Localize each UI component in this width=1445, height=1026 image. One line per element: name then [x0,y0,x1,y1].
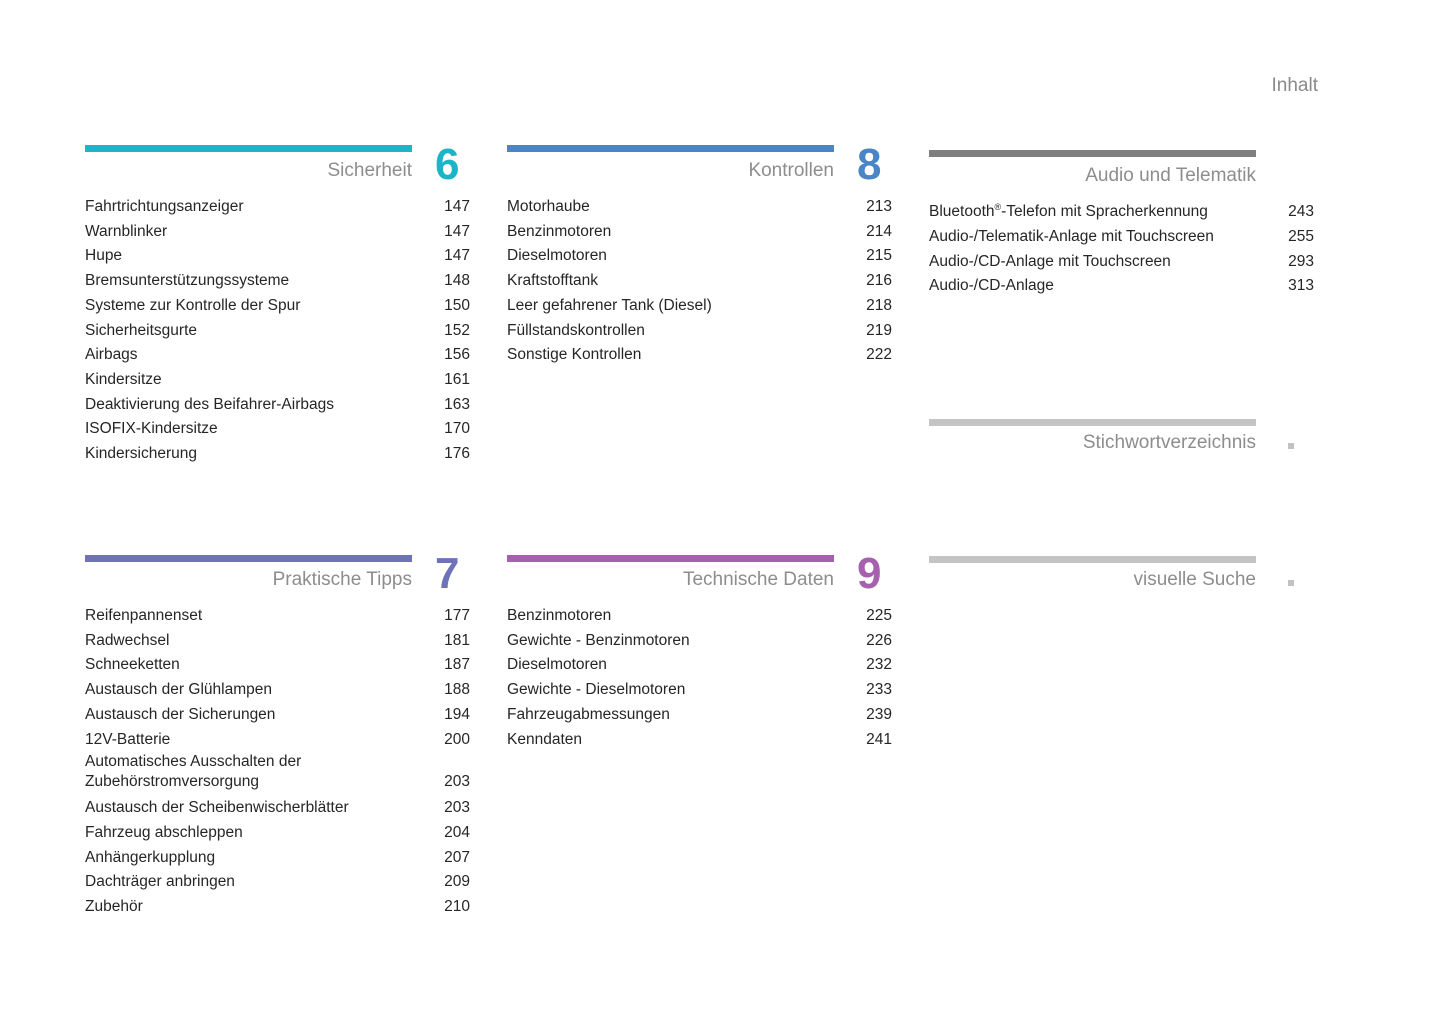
entry-title: Füllstandskontrollen [507,321,645,339]
entry-title: ISOFIX-Kindersitze [85,420,218,438]
entry-title: Bremsunterstützungssysteme [85,272,290,290]
entry-title: Sicherheitsgurte [85,321,198,339]
toc-entry[interactable] [85,728,470,753]
toc-entry[interactable] [507,703,892,728]
toc-entry[interactable] [507,653,892,678]
section-number[interactable]: 9 [857,549,882,598]
entry-page: 194 [444,705,470,723]
toc-entry[interactable] [85,629,470,654]
entry-page: 203 [444,772,470,790]
toc-entry[interactable] [85,442,470,467]
toc-entry[interactable] [85,796,470,821]
section-number[interactable]: 7 [435,549,460,598]
toc-entry[interactable] [507,244,892,269]
entry-title: Audio-/CD-Anlage mit Touchscreen [929,252,1171,270]
entry-list [85,604,470,920]
toc-entry[interactable] [507,269,892,294]
entry-title: Dachträger anbringen [85,873,235,891]
entry-title: Fahrtrichtungsanzeiger [85,198,244,215]
toc-entry[interactable] [85,393,470,418]
toc-entry[interactable] [85,604,470,629]
section-bar [85,555,412,562]
entry-page: 150 [444,296,470,314]
square-marker-icon [1288,580,1294,586]
toc-entry[interactable] [85,821,470,846]
toc-entry[interactable] [929,225,1314,250]
toc-entry[interactable] [85,269,470,294]
toc-entry[interactable] [85,846,470,871]
entry-page: 200 [444,730,470,748]
toc-entry[interactable] [507,728,892,753]
section-title[interactable]: Sicherheit [327,160,412,181]
toc-entry[interactable] [507,629,892,654]
entry-page: 226 [866,631,892,649]
entry-title: Benzinmotoren [507,607,612,624]
entry-title: Dieselmotoren [507,247,607,265]
toc-entry[interactable] [85,343,470,368]
entry-page: 176 [444,445,470,463]
toc-entry[interactable] [85,895,470,920]
entry-title: Fahrzeug abschleppen [85,823,243,841]
square-marker-icon [1288,443,1294,449]
entry-page: 293 [1288,252,1314,270]
toc-entry[interactable] [929,195,1314,225]
entry-title: Kraftstofftank [507,272,599,290]
toc-entry[interactable] [85,870,470,895]
entry-title: Warnblinker [85,222,168,240]
entry-page: 207 [444,848,470,866]
section-bar [507,145,834,152]
entry-page: 313 [1288,277,1314,295]
entry-title: Reifenpannenset [85,607,203,624]
entry-page: 188 [444,681,470,699]
entry-page: 214 [866,222,892,240]
entry-title: Audio-/CD-Anlage [929,277,1054,295]
entry-page: 147 [444,222,470,240]
entry-title: Fahrzeugabmessungen [507,705,670,723]
entry-title: Hupe [85,247,123,265]
toc-entry[interactable] [85,752,470,796]
entry-title: Austausch der Sicherungen [85,705,276,723]
entry-list [507,604,892,752]
toc-entry[interactable] [85,319,470,344]
toc-entry[interactable] [85,703,470,728]
toc-entry[interactable] [507,319,892,344]
entry-page: 156 [444,346,470,364]
toc-entry[interactable] [85,417,470,442]
entry-page: 187 [444,656,470,674]
toc-entry[interactable] [85,678,470,703]
entry-title: Gewichte - Benzinmotoren [507,631,690,649]
section-bar [929,556,1256,563]
section-visuelle-suche[interactable] [929,556,1314,596]
entry-page: 219 [866,321,892,339]
entry-page: 243 [1288,203,1314,221]
toc-entry[interactable] [507,220,892,245]
entry-title: Systeme zur Kontrolle der Spur [85,296,301,314]
toc-entry[interactable] [507,195,892,220]
entry-page: 216 [866,272,892,290]
page-label: Inhalt [1271,75,1318,96]
entry-title: Schneeketten [85,656,180,674]
entry-page: 213 [866,198,892,215]
entry-title: Kindersicherung [85,445,198,463]
entry-title: Kindersitze [85,370,162,388]
entry-list [507,195,892,368]
entry-page: 210 [444,898,470,916]
entry-page: 147 [444,198,470,215]
toc-entry[interactable] [85,220,470,245]
section-bar [929,419,1256,426]
entry-page: 163 [444,395,470,413]
entry-title: Motorhaube [507,198,590,215]
entry-title-part: -Telefon mit Spracherkennung [1001,203,1208,221]
entry-page: 181 [444,631,470,649]
entry-title: Kenndaten [507,730,582,748]
entry-list [85,195,470,467]
registered-mark: ® [994,202,1002,212]
entry-page: 204 [444,823,470,841]
entry-title: Automatisches Ausschalten der Zubehörstromversorgung [85,753,302,790]
entry-title: Airbags [85,346,138,364]
section-title[interactable]: Praktische Tipps [272,569,412,590]
entry-title: Austausch der Glühlampen [85,681,272,699]
section-title[interactable]: visuelle Suche [1133,569,1256,590]
entry-page: 233 [866,681,892,699]
section-stichwortverzeichnis[interactable] [929,419,1314,459]
entry-title: Radwechsel [85,631,170,649]
entry-page: 232 [866,656,892,674]
entry-page: 239 [866,705,892,723]
toc-entry[interactable] [507,343,892,368]
entry-title: 12V-Batterie [85,730,171,748]
toc-entry[interactable] [929,274,1314,299]
section-number[interactable]: 8 [857,140,882,189]
entry-title: Deaktivierung des Beifahrer-Airbags [85,395,334,413]
entry-page: 222 [866,346,892,364]
entry-page: 170 [444,420,470,438]
entry-page: 225 [866,607,892,624]
entry-title: Benzinmotoren [507,222,612,240]
entry-title: Anhängerkupplung [85,848,216,866]
section-title[interactable]: Kontrollen [748,160,834,181]
entry-title: Austausch der Scheibenwischerblätter [85,799,349,817]
section-bar [85,145,412,152]
section-title[interactable]: Audio und Telematik [1085,165,1256,186]
entry-title: Dieselmotoren [507,656,607,674]
toc-entry[interactable] [507,294,892,319]
section-title[interactable]: Technische Daten [682,569,834,590]
entry-page: 218 [866,296,892,314]
toc-entry[interactable] [85,195,470,220]
toc-entry[interactable] [929,250,1314,275]
entry-page: 203 [444,799,470,817]
entry-page: 209 [444,873,470,891]
entry-page: 147 [444,247,470,265]
entry-page: 255 [1288,227,1314,245]
entry-title: Leer gefahrener Tank (Diesel) [507,296,712,314]
entry-title-part: Bluetooth [929,203,995,221]
entry-page: 215 [866,247,892,265]
toc-entry[interactable] [85,368,470,393]
entry-page: 148 [444,272,470,290]
entry-title [929,195,1314,225]
entry-title: Gewichte - Dieselmotoren [507,681,686,699]
section-bar [507,555,834,562]
toc-entry[interactable] [85,294,470,319]
entry-page: 241 [866,730,892,748]
entry-page: 177 [444,607,470,624]
toc-entry[interactable] [507,678,892,703]
toc-entry[interactable] [85,653,470,678]
entry-title: Sonstige Kontrollen [507,346,642,364]
entry-title: Zubehör [85,898,143,916]
toc-entry[interactable] [85,244,470,269]
entry-page: 161 [444,370,470,388]
section-bar [929,150,1256,157]
entry-title: Audio-/Telematik-Anlage mit Touchscreen [929,227,1214,245]
entry-list [929,195,1314,299]
section-number[interactable]: 6 [435,140,460,189]
toc-entry[interactable] [507,604,892,629]
section-title[interactable]: Stichwortverzeichnis [1082,432,1256,453]
entry-page: 152 [444,321,470,339]
